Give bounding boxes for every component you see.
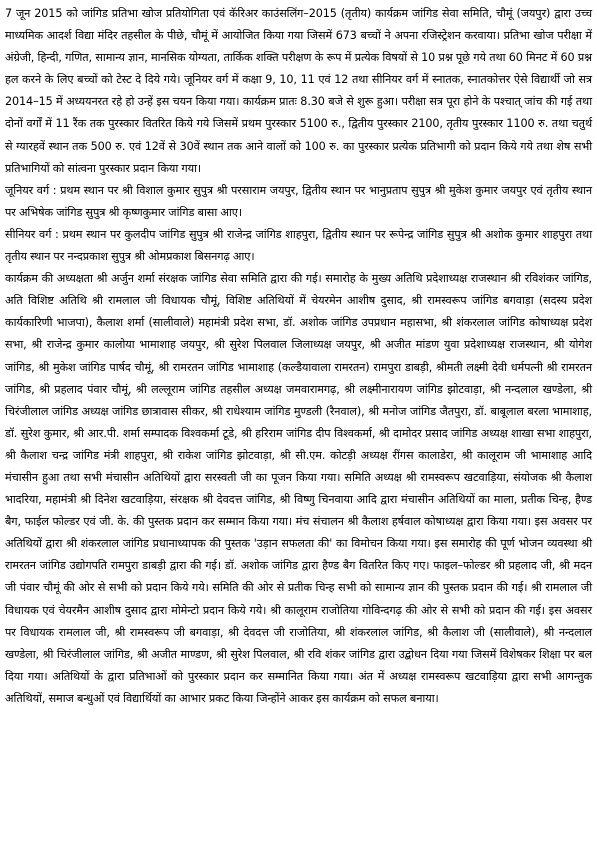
intro-paragraph: 7 जून 2015 को जांगिड प्रतिभा खोज प्रतियोगिता एवं कॅरिअर काउंसलिंग–2015 (तृतीय) कार्यक्रम जांगिड सेवा समिति, चौमूं (जयपुर) द्वारा उच्च माध्यमिक आदर्श विद्या मंदिर तहसील के पीछे, चौमूं में आयोजित किया गया जिसमें 673 बच्चों ने अपना रजिस्ट्रेशन करवाया। प्रतिभा खोज परीक्षा में अंग्रेजी, हिन्दी, गणित, सामान्य ज्ञान, मानसिक योग्यता, तार्किक शक्ति परीक्षण के रूप में प्रत्येक विषयों से 10 प्रश्न पूछे गये तथा 60 मिनट में 60 प्रश्न हल करने के लिए बच्चों को टेस्ट दे दिये गये। जूनियर वर्ग में कक्षा 9, 10, 11 एवं 12 तथा सीनियर वर्ग में स्नातक, स्नातकोत्तर ऐसे विद्यार्थी जो सत्र 2014–15 में अध्ययनरत रहे हो उन्हें इस चयन किया गया। कार्यक्रम प्रातः 8.30 बजे से शुरू हुआ। परीक्षा सत्र पूरा होने के पश्चात् जांच की गई तथा दोनों वर्गों में 11 रैंक तक पुरस्कार वितरित किये गये जिसमें प्रथम पुरस्कार 5100 रु., द्वितीय पुरस्कार 2100, तृतीय पुरस्कार 1100 रु. तथा चतुर्थ से ग्यारहवें स्थान तक 500 रु. एवं 12वें से 30वें स्थान तक आने वालों को 100 रु. का पुरस्कार प्रत्येक प्रतिभागी को प्रदान किये गये तथा शेष सभी प्रतिभागियों को सांत्वना पुरस्कार प्रदान किया गया।: [5, 7, 592, 175]
junior-results-paragraph: जूनियर वर्ग : प्रथम स्थान पर श्री विशाल कुमार सुपुत्र श्री परसाराम जयपुर, द्वितीय स्थान पर भानुप्रताप सुपुत्र श्री मुकेश कुमार जयपुर एवं तृतीय स्थान पर अभिषेक जांगिड सुपुत्र श्री कृष्णकुमार जांगिड बासा आए।: [5, 183, 592, 219]
senior-results-paragraph: सीनियर वर्ग : प्रथम स्थान पर कुलदीप जांगिड सुपुत्र श्री राजेन्द्र जांगिड शाहपुरा, द्वितीय स्थान पर रूपेन्द्र जांगिड सुपुत्र श्री अशोक कुमार शाहपुरा तथा तृतीय स्थान पर नन्दप्रकाश सुपुत्र श्री ओमप्रकाश बिसनगढ़ आए।: [5, 227, 592, 264]
ceremony-paragraph: कार्यक्रम की अध्यक्षता श्री अर्जुन शर्मा संरक्षक जांगिड सेवा समिति द्वारा की गई। समारोह के मुख्य अतिथि प्रदेशाध्यक्ष राजस्थान श्री रविशंकर जांगिड, अति विशिष्ट अतिथि श्री रामलाल जी विधायक चौमूं, विशिष्ट अतिथियों में चेयरमेन आशीष दुसाद, श्री रामस्वरूप जांगिड बगवाड़ा (सदस्य प्रदेश कार्यकारिणी भाजपा), कैलाश शर्मा (सालीवाले) महामंत्री प्रदेश सभा, डॉ. अशोक जांगिड उपप्रधान महासभा, श्री शंकरलाल जांगिड कोषाध्यक्ष प्रदेश सभा, श्री राजेन्द्र कुमार कालोया भामाशाह जयपुर, श्री सुरेश पिलवाल जिलाध्यक्ष जयपुर, श्री अजीत मांडण युवा प्रदेशाध्यक्ष राजस्थान, श्री योगेश जांगिड, श्री मुकेश जांगिड पार्षद चौमूं, श्री रामरतन जांगिड भामाशाह (कल्डैयावाला रामरतन) रामपुरा डाबड़ी, श्रीमती लक्ष्मी देवी धर्मपत्नी श्री रामरतन जांगिड, श्री प्रहलाद पंवार चौमूं, श्री लल्लूराम जांगिड तहसील अध्यक्ष जमवारामगढ़, श्री लक्ष्मीनारायण जांगिड झोटवाड़ा, श्री नन्दलाल खण्डेला, श्री चिरंजीलाल जांगिड अध्यक्ष जांगिड छात्रावास सीकर, श्री राधेश्याम जांगिड मुण्डली (रैनवाल), श्री मनोज जांगिड जैतपुरा, डॉ. बाबूलाल बरला भामाशाह, डॉ. सुरेश कुमार, श्री आर.पी. शर्मा सम्पादक विश्वकर्मा टूडे, श्री हरिराम जांगिड दीप विश्वकर्मा, श्री दामोदर प्रसाद जांगिड अध्यक्ष शाखा सभा शाहपुरा, श्री कैलाश चन्द्र जांगिड मंत्री शाहपुरा, श्री राकेश जांगिड झोटवाड़ा, श्री सी.एम. कोटड़ी अध्यक्ष रींगस कालाडेरा, श्री कालूराम जी भामाशाह आदि मंचासीन हुआ तथा सभी मंचासीन अतिथियों द्वारा सरस्वती जी का पूजन किया गया। समिति अध्यक्ष श्री रामस्वरूप खटवाड़िया, संयोजक श्री कैलाश भादरिया, महामंत्री श्री दिनेश खटवाड़िया, संरक्षक श्री देवदत्त जांगिड, श्री विष्णु चिनवाया आदि द्वारा मंचासीन अतिथियों का माला, प्रतीक चिन्ह, हैण्ड बैग, फाईल फोल्डर एवं जी. के. की पुस्तक प्रदान कर सम्मान किया गया। मंच संचालन श्री कैलाश हर्षवाल कोषाध्यक्ष द्वारा किया गया। इस अवसर पर अतिथियों द्वारा श्री शंकरलाल जांगिड प्रधानाध्यापक की पुस्तक 'उड़ान सफलता की' का विमोचन किया गया। इस समारोह की पूर्ण भोजन व्यवस्था श्री रामरतन जांगिड उद्योगपति रामपुरा डाबड़ी द्वारा की गई। डॉ. अशोक जांगिड द्वारा हैण्ड बैग वितरित किए गए। फाइल–फोल्डर श्री प्रहलाद जी, श्री मदन जी पंवार चौमूं की ओर से सभी को प्रदान किये गये। समिति की ओर से प्रतीक चिन्ह सभी को सामान्य ज्ञान की पुस्तक प्रदान की गई। श्री रामलाल जी विधायक एवं चेयरमैन आशीष दुसाद द्वारा मोमेन्टो प्रदान किये गये। श्री कालूराम राजोतिया गोविन्दगढ़ की ओर से सभी को प्रदान की गई। इस अवसर पर विधायक रामलाल जी, श्री रामस्वरूप जी बगवाड़ा, श्री देवदत्त जी राजोतिया, श्री शंकरलाल जांगिड, श्री कैलाश जी (सालीवाले), श्री नन्दलाल खण्डेला, श्री चिरंजीलाल जांगिड, श्री अजीत माण्डण, श्री सुरेश पिलवाल, श्री रवि शंकर जांगिड द्वारा उद्बोधन दिया गया जिसमें विशेषकर शिक्षा पर बल दिया गया। अतिथियों के द्वारा प्रतिभाओं को पुरस्कार प्रदान कर सम्मानित किया गया। अंत में अध्यक्ष रामस्वरूप खटवाड़िया द्वारा सभी आगन्तुक अतिथियों, समाज बन्धुओं एवं विद्यार्थियों का आभार प्रकट किया जिन्होंने आकर इस कार्यक्रम को सफल बनाया।: [5, 272, 592, 705]
